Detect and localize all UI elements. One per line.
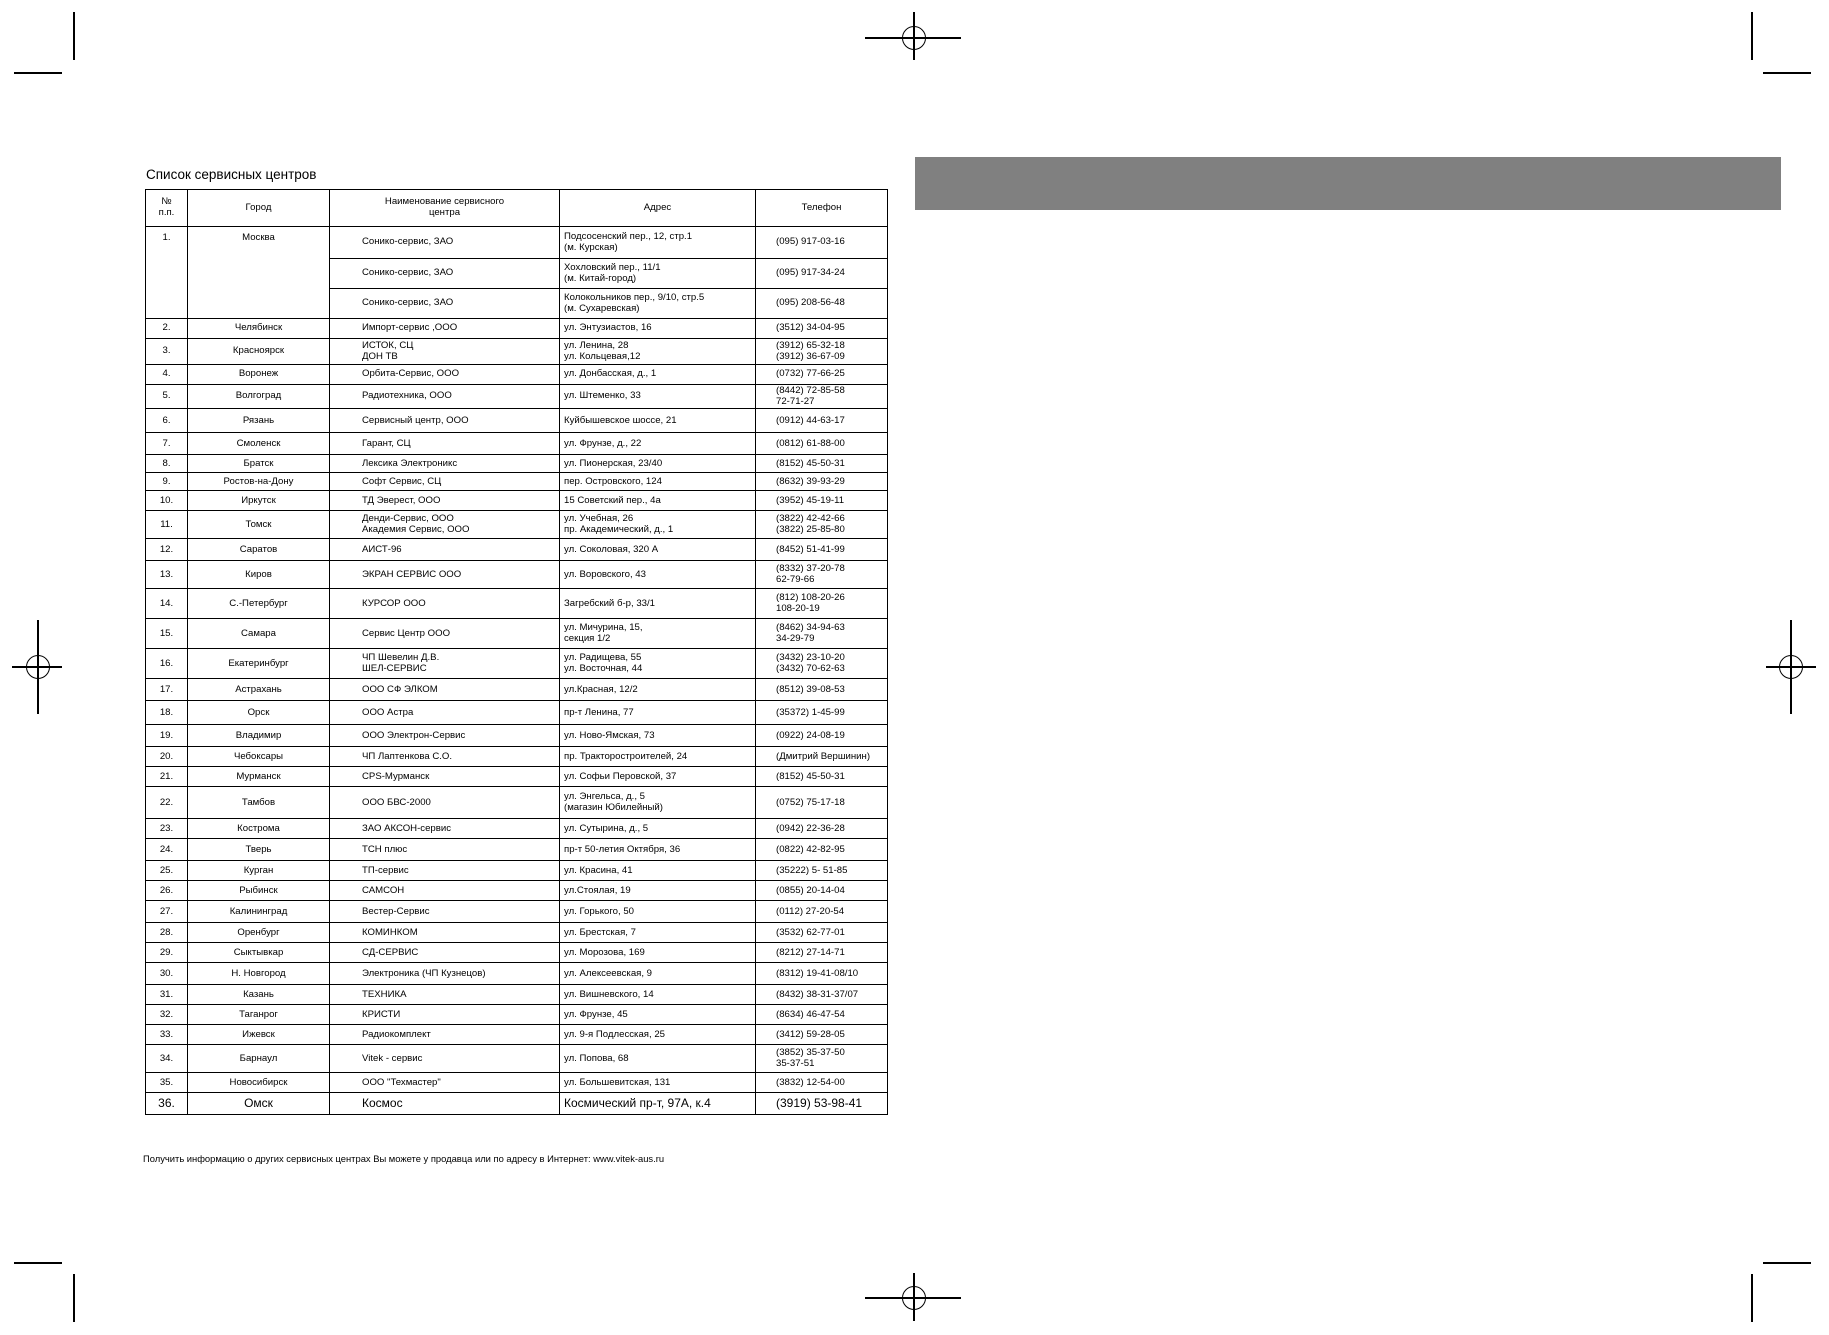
row-number: 6.	[146, 409, 188, 433]
row-address: пр-т 50-летия Октября, 36	[560, 839, 756, 861]
crop-mark	[14, 72, 62, 74]
row-number: 8.	[146, 455, 188, 473]
row-number: 30.	[146, 963, 188, 985]
row-phone: (8152) 45-50-31	[756, 767, 888, 787]
row-service-name: CPS-Мурманск	[330, 767, 560, 787]
row-city: Оренбург	[188, 923, 330, 943]
crop-mark	[1751, 12, 1753, 60]
row-number: 3.	[146, 339, 188, 365]
row-number: 32.	[146, 1005, 188, 1025]
table-row	[146, 923, 888, 943]
row-phone: (3919) 53-98-41	[756, 1093, 888, 1115]
row-number: 13.	[146, 561, 188, 589]
row-address: ул. Донбасская, д., 1	[560, 365, 756, 385]
row-phone: (0922) 24-08-19	[756, 725, 888, 747]
table-row	[146, 963, 888, 985]
row-service-name: Сонико-сервис, ЗАО	[330, 227, 560, 259]
row-address: Хохловский пер., 11/1 (м. Китай-город)	[560, 259, 756, 289]
row-address: ул. Большевитская, 131	[560, 1073, 756, 1093]
service-centers-table	[145, 189, 888, 1115]
table-row	[146, 1005, 888, 1025]
row-phone: (0855) 20-14-04	[756, 881, 888, 901]
row-phone: (35222) 5- 51-85	[756, 861, 888, 881]
row-service-name: ООО БВС-2000	[330, 787, 560, 819]
row-city: Саратов	[188, 539, 330, 561]
row-address: ул. Штеменко, 33	[560, 385, 756, 409]
table-row	[146, 339, 888, 365]
table-row	[146, 649, 888, 679]
table-row	[146, 433, 888, 455]
row-address: ул. Ленина, 28 ул. Кольцевая,12	[560, 339, 756, 365]
row-city: Чебоксары	[188, 747, 330, 767]
row-city: Калининград	[188, 901, 330, 923]
row-address: ул. Попова, 68	[560, 1045, 756, 1073]
row-phone: (0752) 75-17-18	[756, 787, 888, 819]
row-service-name: ЧП Шевелин Д.В. ШЕЛ-СЕРВИС	[330, 649, 560, 679]
table-row	[146, 839, 888, 861]
row-number: 18.	[146, 701, 188, 725]
row-phone: (8152) 45-50-31	[756, 455, 888, 473]
row-phone: (Дмитрий Вершинин)	[756, 747, 888, 767]
row-address: пр-т Ленина, 77	[560, 701, 756, 725]
row-address: пр. Тракторостроителей, 24	[560, 747, 756, 767]
table-row	[146, 861, 888, 881]
row-city: Воронеж	[188, 365, 330, 385]
row-address: Колокольников пер., 9/10, стр.5 (м. Сухаревская)	[560, 289, 756, 319]
table-row	[146, 539, 888, 561]
row-phone: (0912) 44-63-17	[756, 409, 888, 433]
row-city: Братск	[188, 455, 330, 473]
row-phone: (3512) 34-04-95	[756, 319, 888, 339]
row-phone: (3822) 42-42-66 (3822) 25-85-80	[756, 511, 888, 539]
row-service-name: Vitek - сервис	[330, 1045, 560, 1073]
row-city: Томск	[188, 511, 330, 539]
table-row	[146, 985, 888, 1005]
row-address: Подсосенский пер., 12, стр.1 (м. Курская)	[560, 227, 756, 259]
table-row	[146, 409, 888, 433]
row-address: ул. Морозова, 169	[560, 943, 756, 963]
row-phone: (095) 917-34-24	[756, 259, 888, 289]
table-header-row	[146, 190, 888, 227]
row-city: Сыктывкар	[188, 943, 330, 963]
table-row	[146, 511, 888, 539]
row-service-name: Электроника (ЧП Кузнецов)	[330, 963, 560, 985]
row-service-name: Вестер-Сервис	[330, 901, 560, 923]
table-row	[146, 619, 888, 649]
row-phone: (0112) 27-20-54	[756, 901, 888, 923]
row-city: Н. Новгород	[188, 963, 330, 985]
row-city: Барнаул	[188, 1045, 330, 1073]
row-city: Омск	[188, 1093, 330, 1115]
row-number: 11.	[146, 511, 188, 539]
row-phone: (3412) 59-28-05	[756, 1025, 888, 1045]
crop-mark	[73, 1274, 75, 1322]
row-service-name: Радиотехника, ООО	[330, 385, 560, 409]
row-city: Орск	[188, 701, 330, 725]
row-number: 28.	[146, 923, 188, 943]
row-phone: (095) 208-56-48	[756, 289, 888, 319]
row-city: Тамбов	[188, 787, 330, 819]
row-phone: (3912) 65-32-18 (3912) 36-67-09	[756, 339, 888, 365]
row-number: 9.	[146, 473, 188, 491]
row-phone: (8432) 38-31-37/07	[756, 985, 888, 1005]
row-number: 24.	[146, 839, 188, 861]
row-phone: (8632) 39-93-29	[756, 473, 888, 491]
row-service-name: Гарант, СЦ	[330, 433, 560, 455]
row-service-name: САМСОН	[330, 881, 560, 901]
row-city: Красноярск	[188, 339, 330, 365]
row-address: пер. Островского, 124	[560, 473, 756, 491]
row-city: Ижевск	[188, 1025, 330, 1045]
row-city: Астрахань	[188, 679, 330, 701]
row-city: Мурманск	[188, 767, 330, 787]
crop-mark	[14, 1262, 62, 1264]
row-phone: (3432) 23-10-20 (3432) 70-62-63	[756, 649, 888, 679]
table-row	[146, 365, 888, 385]
row-city: Челябинск	[188, 319, 330, 339]
row-number: 7.	[146, 433, 188, 455]
table-row	[146, 1073, 888, 1093]
table-row	[146, 319, 888, 339]
row-service-name: ООО Астра	[330, 701, 560, 725]
row-address: ул. Энгельса, д., 5 (магазин Юбилейный)	[560, 787, 756, 819]
row-service-name: КРИСТИ	[330, 1005, 560, 1025]
row-number: 29.	[146, 943, 188, 963]
table-row	[146, 747, 888, 767]
row-city: Таганрог	[188, 1005, 330, 1025]
row-phone: (3852) 35-37-50 35-37-51	[756, 1045, 888, 1073]
row-address: ул. Алексеевская, 9	[560, 963, 756, 985]
row-service-name: ЧП Лаптенкова С.О.	[330, 747, 560, 767]
table-row	[146, 1025, 888, 1045]
table-row	[146, 385, 888, 409]
row-phone: (0822) 42-82-95	[756, 839, 888, 861]
row-city: Киров	[188, 561, 330, 589]
table-row	[146, 589, 888, 619]
row-address: ул. Брестская, 7	[560, 923, 756, 943]
crop-mark	[73, 12, 75, 60]
table-row	[146, 227, 888, 259]
row-service-name: ООО СФ ЭЛКОМ	[330, 679, 560, 701]
row-phone: (8634) 46-47-54	[756, 1005, 888, 1025]
row-phone: (35372) 1-45-99	[756, 701, 888, 725]
row-city: Самара	[188, 619, 330, 649]
row-number: 34.	[146, 1045, 188, 1073]
row-phone: (0732) 77-66-25	[756, 365, 888, 385]
row-address: ул. Радищева, 55 ул. Восточная, 44	[560, 649, 756, 679]
row-number: 35.	[146, 1073, 188, 1093]
row-number: 4.	[146, 365, 188, 385]
row-city: Волгоград	[188, 385, 330, 409]
row-number: 20.	[146, 747, 188, 767]
row-phone: (8212) 27-14-71	[756, 943, 888, 963]
table-row	[146, 787, 888, 819]
row-city: Иркутск	[188, 491, 330, 511]
row-service-name: Сервисный центр, ООО	[330, 409, 560, 433]
row-address: ул. 9-я Подлесская, 25	[560, 1025, 756, 1045]
row-phone: (8312) 19-41-08/10	[756, 963, 888, 985]
row-number: 12.	[146, 539, 188, 561]
row-number: 26.	[146, 881, 188, 901]
row-service-name: АИСТ-96	[330, 539, 560, 561]
row-city: Казань	[188, 985, 330, 1005]
row-service-name: ТП-сервис	[330, 861, 560, 881]
row-city: Смоленск	[188, 433, 330, 455]
row-number: 15.	[146, 619, 188, 649]
table-row	[146, 1093, 888, 1115]
table-row	[146, 943, 888, 963]
row-address: ул. Воровского, 43	[560, 561, 756, 589]
row-phone: (3952) 45-19-11	[756, 491, 888, 511]
row-address: ул. Красина, 41	[560, 861, 756, 881]
table-row	[146, 1045, 888, 1073]
row-address: ул.Красная, 12/2	[560, 679, 756, 701]
row-service-name: Софт Сервис, СЦ	[330, 473, 560, 491]
header-number: № п.п.	[146, 190, 188, 227]
row-address: Загребский б-р, 33/1	[560, 589, 756, 619]
row-number: 23.	[146, 819, 188, 839]
row-city: Владимир	[188, 725, 330, 747]
row-address: ул. Горького, 50	[560, 901, 756, 923]
row-phone: (8462) 34-94-63 34-29-79	[756, 619, 888, 649]
row-address: ул. Софьи Перовской, 37	[560, 767, 756, 787]
gray-header-bar	[915, 157, 1781, 210]
table-row	[146, 725, 888, 747]
table-row	[146, 901, 888, 923]
row-service-name: ЭКРАН СЕРВИС ООО	[330, 561, 560, 589]
row-service-name: ООО Электрон-Сервис	[330, 725, 560, 747]
row-address: Космический пр-т, 97А, к.4	[560, 1093, 756, 1115]
row-number: 2.	[146, 319, 188, 339]
row-phone: (0812) 61-88-00	[756, 433, 888, 455]
row-service-name: ТД Эверест, ООО	[330, 491, 560, 511]
row-city: Екатеринбург	[188, 649, 330, 679]
table-row	[146, 679, 888, 701]
table-row	[146, 701, 888, 725]
row-number: 14.	[146, 589, 188, 619]
table-row	[146, 473, 888, 491]
row-address: ул.Стоялая, 19	[560, 881, 756, 901]
table-body	[146, 227, 888, 1115]
header-phone: Телефон	[756, 190, 888, 227]
header-service-name: Наименование сервисного центра	[330, 190, 560, 227]
row-number: 17.	[146, 679, 188, 701]
row-service-name: ТСН плюс	[330, 839, 560, 861]
row-city: Рязань	[188, 409, 330, 433]
header-address: Адрес	[560, 190, 756, 227]
page-title: Список сервисных центров	[146, 167, 317, 182]
row-city: Москва	[188, 227, 330, 319]
row-address: ул. Вишневского, 14	[560, 985, 756, 1005]
row-service-name: Денди-Сервис, ООО Академия Сервис, ООО	[330, 511, 560, 539]
table-row	[146, 767, 888, 787]
row-number: 1.	[146, 227, 188, 319]
row-phone: (3832) 12-54-00	[756, 1073, 888, 1093]
row-number: 5.	[146, 385, 188, 409]
row-number: 27.	[146, 901, 188, 923]
row-number: 25.	[146, 861, 188, 881]
row-phone: (3532) 62-77-01	[756, 923, 888, 943]
row-service-name: Лексика Электроникс	[330, 455, 560, 473]
row-number: 33.	[146, 1025, 188, 1045]
row-number: 10.	[146, 491, 188, 511]
table-row	[146, 819, 888, 839]
row-service-name: Сонико-сервис, ЗАО	[330, 259, 560, 289]
row-phone: (812) 108-20-26 108-20-19	[756, 589, 888, 619]
row-phone: (8332) 37-20-78 62-79-66	[756, 561, 888, 589]
row-service-name: Сервис Центр ООО	[330, 619, 560, 649]
table-row	[146, 455, 888, 473]
row-service-name: КУРСОР ООО	[330, 589, 560, 619]
table-row	[146, 491, 888, 511]
row-address: Куйбышевское шоссе, 21	[560, 409, 756, 433]
row-service-name: ТЕХНИКА	[330, 985, 560, 1005]
row-service-name: СД-СЕРВИС	[330, 943, 560, 963]
table-row	[146, 881, 888, 901]
row-address: ул. Мичурина, 15, секция 1/2	[560, 619, 756, 649]
crop-mark	[1763, 72, 1811, 74]
footnote: Получить информацию о других сервисных центрах Вы можете у продавца или по адресу в Интернет: www.vitek-aus.ru	[143, 1153, 665, 1164]
row-phone: (0942) 22-36-28	[756, 819, 888, 839]
table-row	[146, 561, 888, 589]
row-address: ул. Энтузиастов, 16	[560, 319, 756, 339]
row-address: 15 Советский пер., 4а	[560, 491, 756, 511]
row-service-name: ИСТОК, СЦ ДОН ТВ	[330, 339, 560, 365]
row-address: ул. Фрунзе, д., 22	[560, 433, 756, 455]
crop-mark	[1763, 1262, 1811, 1264]
row-phone: (8512) 39-08-53	[756, 679, 888, 701]
row-address: ул. Соколовая, 320 А	[560, 539, 756, 561]
row-service-name: ООО "Техмастер"	[330, 1073, 560, 1093]
row-service-name: КОМИНКОМ	[330, 923, 560, 943]
row-address: ул. Фрунзе, 45	[560, 1005, 756, 1025]
row-number: 19.	[146, 725, 188, 747]
row-service-name: Радиокомплект	[330, 1025, 560, 1045]
row-address: ул. Пионерская, 23/40	[560, 455, 756, 473]
row-service-name: Импорт-сервис ,ООО	[330, 319, 560, 339]
header-city: Город	[188, 190, 330, 227]
row-address: ул. Учебная, 26 пр. Академический, д., 1	[560, 511, 756, 539]
row-number: 22.	[146, 787, 188, 819]
row-city: Ростов-на-Дону	[188, 473, 330, 491]
row-city: Курган	[188, 861, 330, 881]
row-city: Новосибирск	[188, 1073, 330, 1093]
row-number: 21.	[146, 767, 188, 787]
row-number: 31.	[146, 985, 188, 1005]
row-address: ул. Сутырина, д., 5	[560, 819, 756, 839]
row-service-name: Орбита-Сервис, ООО	[330, 365, 560, 385]
row-city: Тверь	[188, 839, 330, 861]
row-number: 36.	[146, 1093, 188, 1115]
row-phone: (095) 917-03-16	[756, 227, 888, 259]
row-service-name: Сонико-сервис, ЗАО	[330, 289, 560, 319]
row-phone: (8452) 51-41-99	[756, 539, 888, 561]
crop-mark	[1751, 1274, 1753, 1322]
row-number: 16.	[146, 649, 188, 679]
row-city: С.-Петербург	[188, 589, 330, 619]
row-phone: (8442) 72-85-58 72-71-27	[756, 385, 888, 409]
row-city: Рыбинск	[188, 881, 330, 901]
row-service-name: ЗАО АКСОН-сервис	[330, 819, 560, 839]
row-service-name: Космос	[330, 1093, 560, 1115]
row-address: ул. Ново-Ямская, 73	[560, 725, 756, 747]
row-city: Кострома	[188, 819, 330, 839]
